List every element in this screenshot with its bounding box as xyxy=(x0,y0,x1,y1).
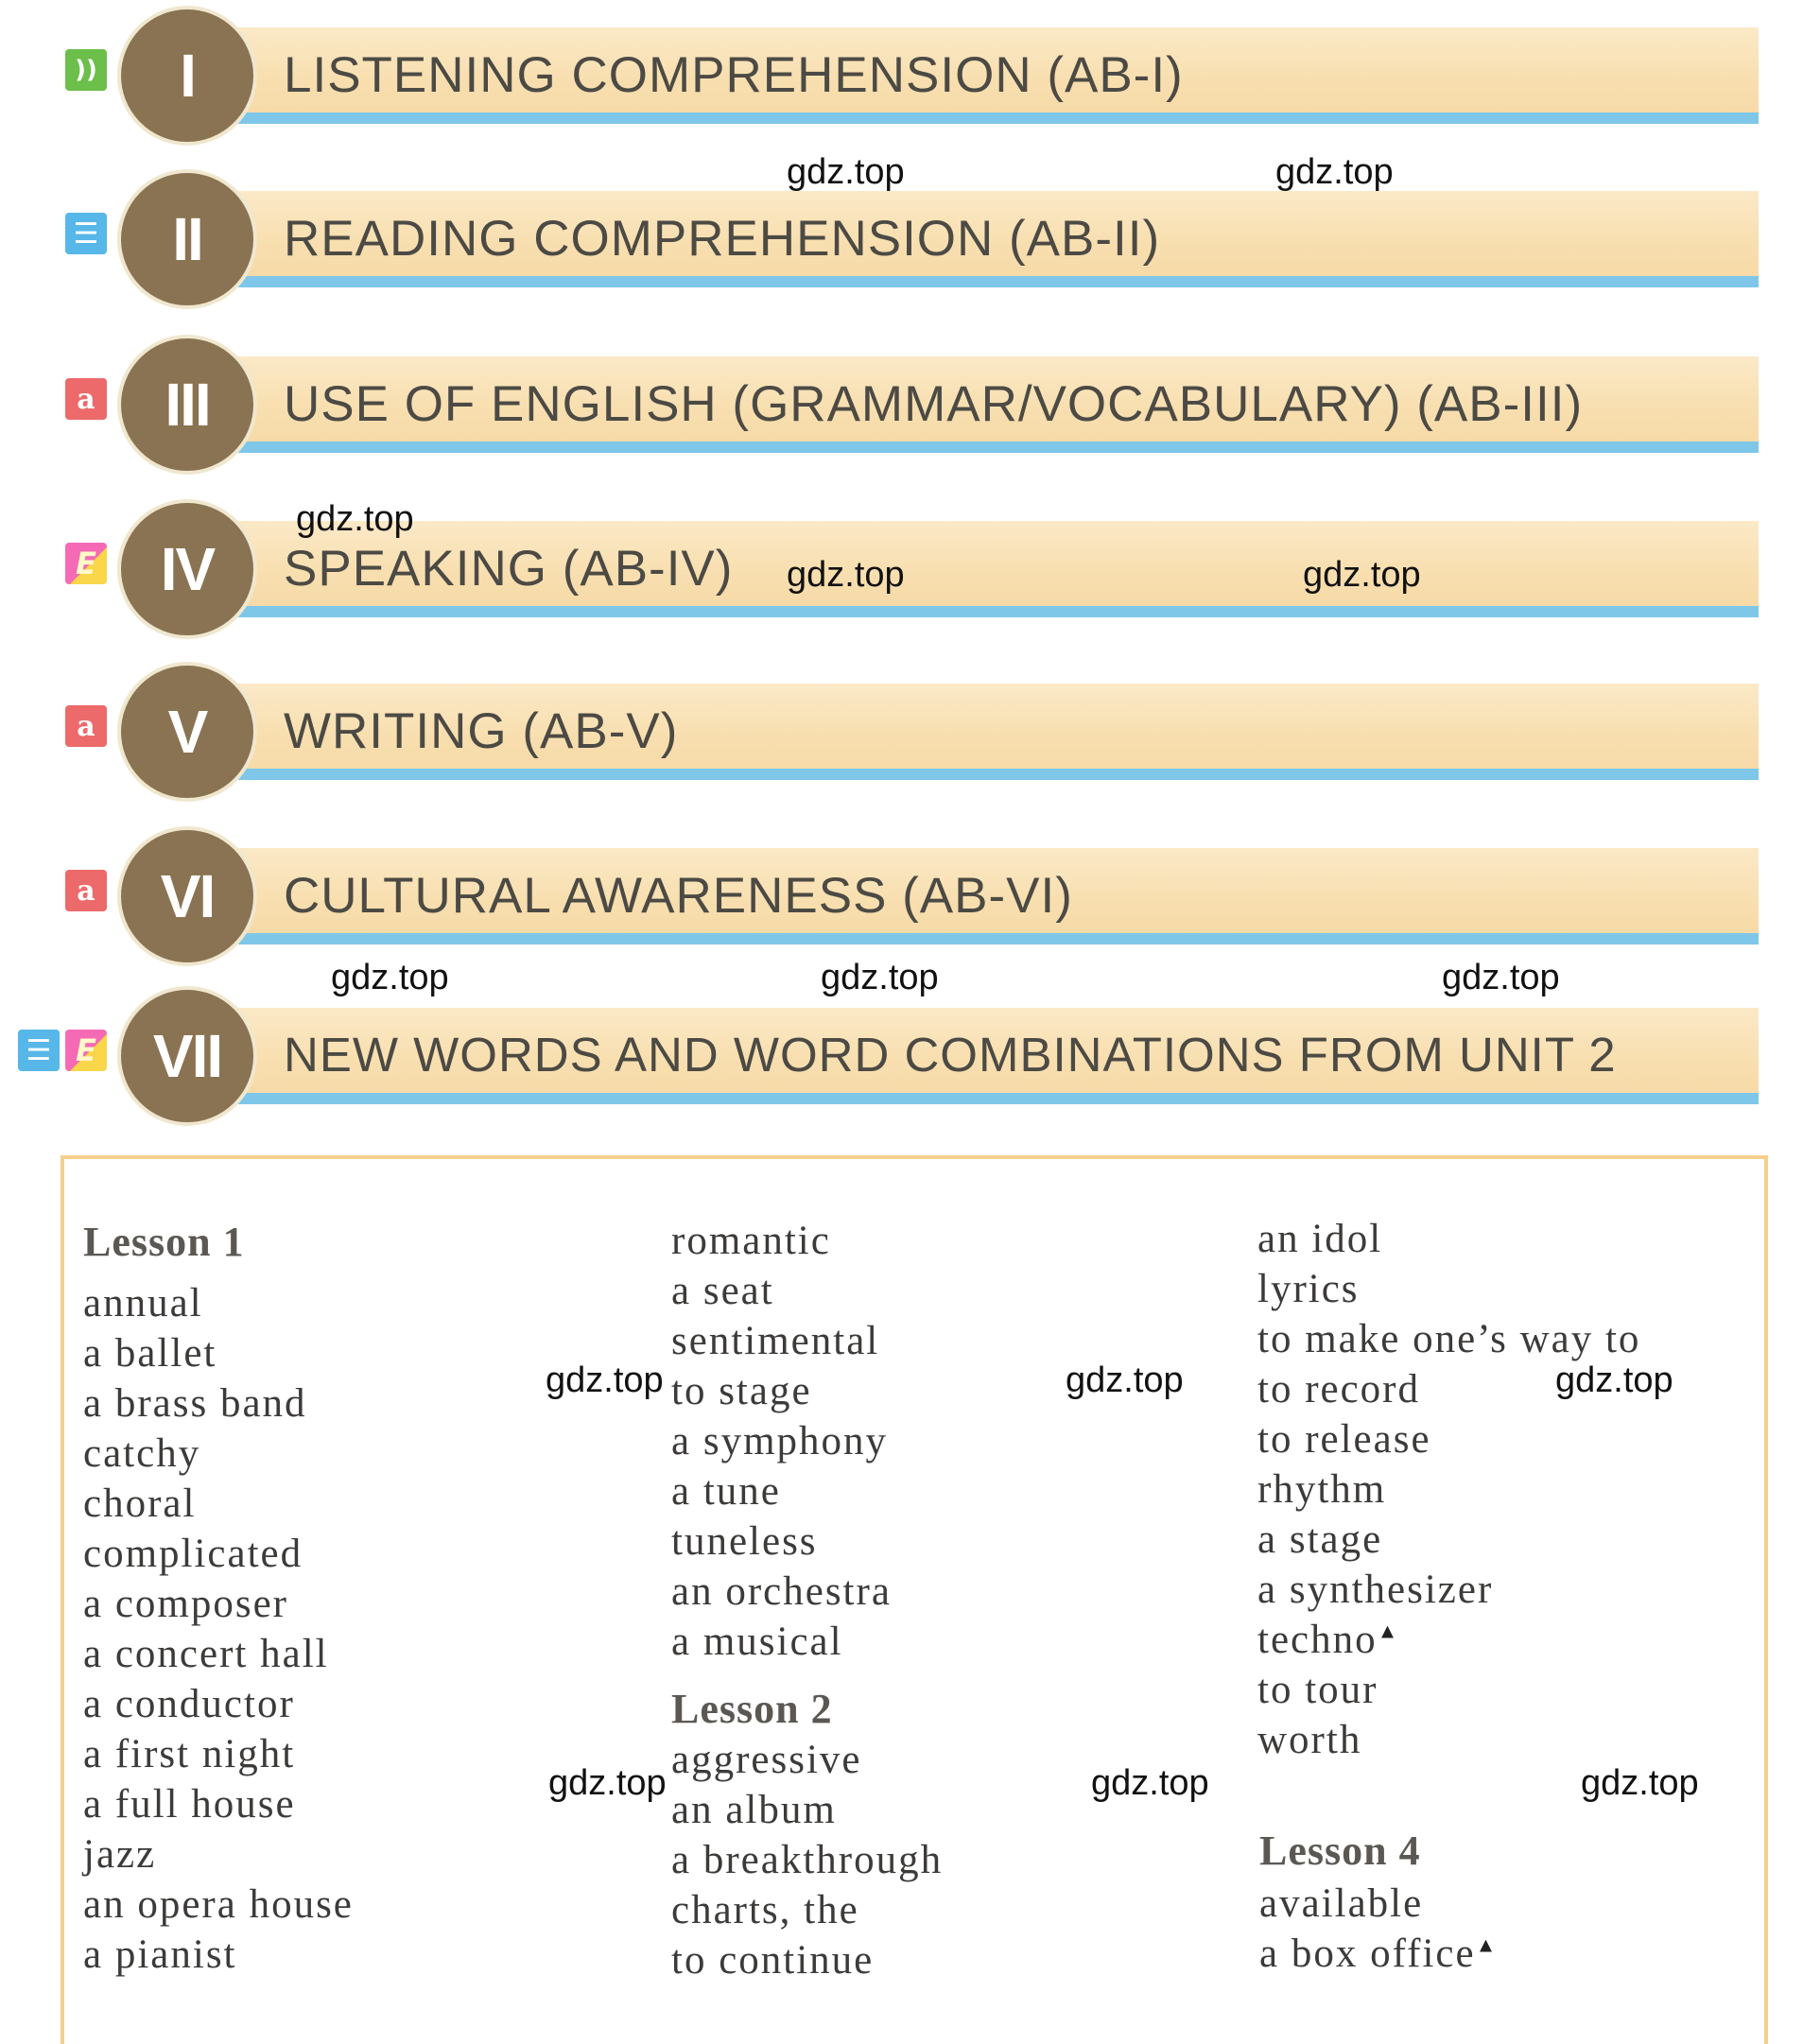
watermark: gdz.top xyxy=(331,958,449,997)
section-title: READING COMPREHENSION (AB-II) xyxy=(284,211,1161,267)
watermark: gdz.top xyxy=(1275,152,1394,192)
speaker-icon: )) xyxy=(65,49,107,91)
watermark: gdz.top xyxy=(1303,555,1421,595)
section-3 xyxy=(0,332,1803,474)
section-title: CULTURAL AWARENESS (AB-VI) xyxy=(284,868,1073,924)
section-icons xyxy=(8,212,107,255)
writing-icon: a xyxy=(65,870,107,911)
watermark: gdz.top xyxy=(1442,958,1560,997)
watermark: gdz.top xyxy=(1091,1763,1209,1803)
speaking-icon: E xyxy=(65,1030,107,1071)
writing-icon: a xyxy=(65,705,107,747)
vocab-word: to tour xyxy=(1257,1668,1378,1712)
lesson-1-heading: Lesson 1 xyxy=(83,1219,245,1265)
triangle-marker-icon: ▲ xyxy=(1377,1619,1400,1643)
section-numeral: II xyxy=(117,169,257,309)
section-1 xyxy=(0,3,1803,145)
vocab-word: to record xyxy=(1257,1367,1421,1412)
vocab-word: to release xyxy=(1257,1417,1431,1462)
section-numeral: III xyxy=(117,335,257,475)
vocab-word: a conductor xyxy=(83,1682,295,1726)
vocab-word: aggressive xyxy=(671,1738,862,1782)
section-title: SPEAKING (AB-IV) xyxy=(284,541,734,597)
vocab-word-box-office xyxy=(1259,1931,1498,1977)
vocab-word-text: a box office xyxy=(1259,1931,1476,1976)
reading-icon: ☰ xyxy=(18,1030,60,1071)
vocab-word: an orchestra xyxy=(671,1569,892,1614)
section-icons xyxy=(8,1029,107,1072)
watermark: gdz.top xyxy=(548,1763,667,1803)
section-title: LISTENING COMPREHENSION (AB-I) xyxy=(284,47,1184,103)
vocab-word: to continue xyxy=(671,1938,875,1983)
watermark: gdz.top xyxy=(1066,1360,1184,1400)
triangle-marker-icon: ▲ xyxy=(1475,1932,1499,1957)
vocab-word: catchy xyxy=(83,1431,201,1476)
vocab-word: an album xyxy=(671,1788,837,1832)
section-icons xyxy=(8,48,107,92)
vocab-word: a pianist xyxy=(83,1932,237,1977)
vocab-word: a seat xyxy=(671,1269,774,1313)
vocab-word: a synthesizer xyxy=(1257,1568,1494,1612)
vocab-word: annual xyxy=(83,1281,203,1325)
watermark: gdz.top xyxy=(1555,1360,1673,1400)
vocab-word: available xyxy=(1259,1881,1424,1926)
section-numeral: V xyxy=(117,662,257,802)
section-stripe xyxy=(236,442,1759,453)
vocab-word: lyrics xyxy=(1257,1267,1360,1311)
section-stripe xyxy=(236,769,1759,780)
vocab-word: a concert hall xyxy=(83,1632,329,1676)
vocab-word: sentimental xyxy=(671,1319,880,1363)
section-numeral: VI xyxy=(117,826,257,966)
section-title: USE OF ENGLISH (GRAMMAR/VOCABULARY) (AB-III) xyxy=(284,376,1584,432)
lesson-2-heading: Lesson 2 xyxy=(671,1686,833,1732)
section-icons xyxy=(8,542,107,585)
vocab-word: a tune xyxy=(671,1469,781,1514)
section-7 xyxy=(0,983,1803,1125)
vocab-word: a breakthrough xyxy=(671,1838,944,1882)
vocab-word: an idol xyxy=(1257,1217,1383,1261)
vocab-word: tuneless xyxy=(671,1519,818,1564)
vocab-word: rhythm xyxy=(1257,1467,1387,1512)
section-stripe xyxy=(236,606,1759,617)
vocab-word: a symphony xyxy=(671,1419,889,1464)
section-stripe xyxy=(236,113,1759,124)
section-stripe xyxy=(236,933,1759,944)
watermark: gdz.top xyxy=(546,1360,664,1400)
vocab-word: romantic xyxy=(671,1219,831,1263)
section-numeral: VII xyxy=(117,986,257,1126)
section-icons xyxy=(8,704,107,748)
section-numeral: IV xyxy=(117,499,257,639)
vocab-word: charts, the xyxy=(671,1888,859,1932)
section-stripe xyxy=(236,1093,1759,1104)
section-6 xyxy=(0,823,1803,965)
section-icons xyxy=(8,377,107,421)
vocab-word: a full house xyxy=(83,1782,296,1827)
section-icons xyxy=(8,869,107,912)
vocab-word: a stage xyxy=(1257,1517,1383,1562)
speaking-icon: E xyxy=(65,543,107,584)
watermark: gdz.top xyxy=(787,152,905,192)
vocab-word: a musical xyxy=(671,1620,843,1664)
lesson-4-heading: Lesson 4 xyxy=(1259,1827,1421,1874)
section-numeral: I xyxy=(117,6,257,146)
vocab-word: choral xyxy=(83,1481,197,1526)
vocab-word: to make one’s way to xyxy=(1257,1317,1641,1361)
vocab-word: to stage xyxy=(671,1369,812,1413)
vocab-word-text: techno xyxy=(1257,1618,1378,1662)
watermark: gdz.top xyxy=(821,958,939,997)
vocab-word: a brass band xyxy=(83,1381,307,1426)
watermark: gdz.top xyxy=(787,555,905,595)
section-title: WRITING (AB-V) xyxy=(284,703,679,759)
vocabulary-box xyxy=(61,1155,1768,2044)
writing-icon: a xyxy=(65,378,107,420)
section-5 xyxy=(0,659,1803,801)
vocab-word: a ballet xyxy=(83,1331,217,1376)
watermark: gdz.top xyxy=(1581,1763,1699,1803)
vocab-word: worth xyxy=(1257,1718,1362,1762)
vocab-word: jazz xyxy=(83,1832,157,1877)
vocab-word: complicated xyxy=(83,1532,303,1576)
vocab-word: a first night xyxy=(83,1732,296,1776)
watermark: gdz.top xyxy=(296,499,414,539)
vocab-word-techno xyxy=(1257,1617,1399,1663)
section-stripe xyxy=(236,276,1759,287)
vocab-word: an opera house xyxy=(83,1882,354,1927)
vocab-word: a composer xyxy=(83,1582,289,1626)
section-title: NEW WORDS AND WORD COMBINATIONS FROM UNIT 2 xyxy=(284,1028,1617,1082)
reading-icon: ☰ xyxy=(65,213,107,254)
